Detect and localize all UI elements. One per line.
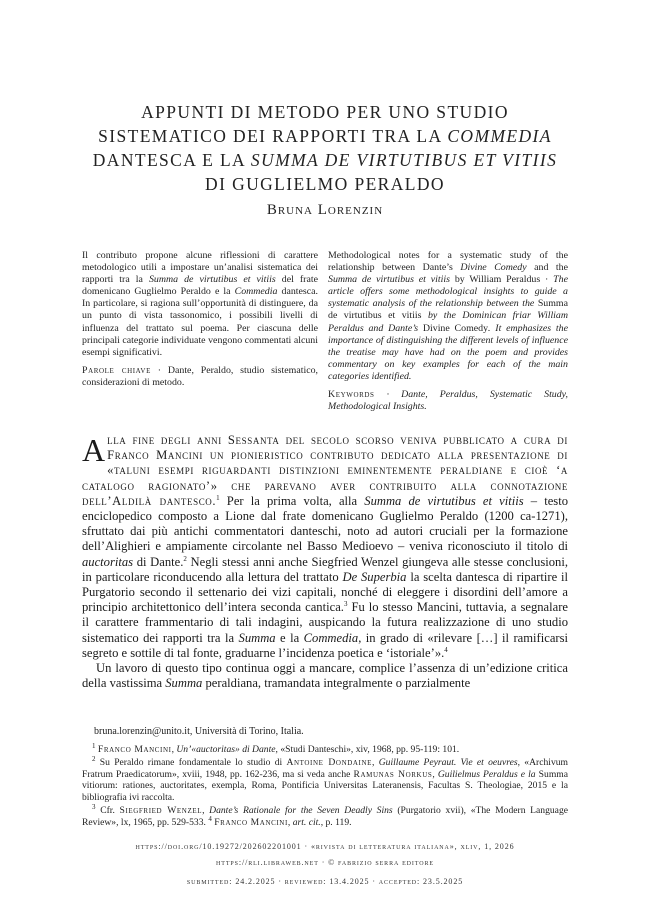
- submission-dates: submitted: 24.2.2025 · reviewed: 13.4.2025 · accepted: 23.5.2025: [186, 877, 464, 886]
- footnote: $^2$ Su Peraldo rimane fondamentale lo studio di Antoine Dondaine, Guillaume Peyraut. Vie et oeuvres, «Archivum Fratrum Praedicatorum», xviii, 1948, pp. 162-236, ma si veda anche Ramunas Norkus, Guilielmus Peraldus e la Summa vitiorum: rationes, auctoritates, exempla, Roma, Pontificia Universitas Lateranensis, Facultas S. Theologiae, 2015 e la bibliografia ivi raccolta.: [82, 754, 569, 803]
- drop-cap: A: [82, 432, 106, 468]
- abstract-english: [328, 250, 568, 413]
- footnote: $^1$ Franco Mancini, Un’«auctoritas» di Dante, «Studi Danteschi», xiv, 1968, pp. 95-119: 101.: [92, 741, 460, 755]
- footnote: $^3$ Cfr. Siegfried Wenzel, Dante’s Rationale for the Seven Deadly Sins (Purgatorio xvii), «The Modern Language Review», lx, 1965, pp. 529-533. $^4$ Franco Mancini, art. cit., p. 119.: [82, 802, 568, 828]
- keywords-english: Keywords · Dante, Peraldus, Systematic Study, Methodological Insights.: [328, 389, 568, 413]
- abstract-text: Il contributo propone alcune riflessioni di carattere metodologico utili a impostare un’analisi sistematica dei rapporti tra la Summa de virtutibus et vitiis del frate domenicano Guglielmo Peraldo e la Commedia dantesca. In particolare, si ragiona sull’opportunità di distinguere, da un punto di vista tassonomico, i possibili livelli di influenza del trattato sul poema. Per ciascuna delle principali categorie individuate vengono commentati alcuni esempi significativi.: [82, 250, 318, 358]
- article-title: [40, 100, 610, 196]
- author-name: Bruna Lorenzin: [266, 202, 384, 218]
- abstract-text: Methodological notes for a systematic study of the relationship between Dante’s Divine Comedy and the Summa de virtutibus et vitiis by William Peraldus · The article offers some methodological insights to guide a systematic analysis of the relationship between the Summa de virtutibus et vitiis by the Dominican friar William Peraldus and Dante’s Divine Comedy. It emphasizes the importance of distinguishing the different levels of influence the treatise may have had on the poem and provides commentary on key examples for each of the main categories identified.: [328, 250, 568, 382]
- body-paragraph: Un lavoro di questo tipo continua oggi a mancare, complice l’assenza di un’edizione critica della vastissima Summa peraldiana, tramandata integralmente o parzialmente: [82, 661, 568, 691]
- doi-link[interactable]: https://doi.org/10.19272/202602201001 · «rivista di letteratura italiana», xliv, 1, 2026: [135, 842, 515, 851]
- footnotes: [82, 741, 569, 830]
- body-paragraph: Alla fine degli anni Sessanta del secolo scorso veniva pubblicato a cura di Franco Mancini un pionieristico contributo dedicato alla presentazione di «taluni esempi riguardanti distinzioni eminentemente peraldiane e cioè ‘a catalogo ragionato’» che parevano aver contribuito alla connotazione dell’Aldilà dantesco.$^1$ Per la prima volta, alla Summa de virtutibus et vitiis – testo enciclopedico composto a Lione dal frate domenicano Guglielmo Peraldo (1200 ca-1271), sfruttato dai più antichi commentatori danteschi, noto ad autori cruciali per la formazione dell’Alighieri e ampiamente circolante nel Basso Medioevo – veniva riconosciuto il titolo di auctoritas di Dante.$^2$ Negli stessi anni anche Siegfried Wenzel giungeva alle stesse conclusioni, in particolare riconducendo alla lettura del trattato De Superbia la scelta dantesca di ripartire il Purgatorio secondo il settenario dei vizi capitali, nonché di eleggere i disordini dell’amore a principio architettonico dell’intera seconda cantica.$^3$ Fu lo stesso Mancini, tuttavia, a segnalare il carattere frammentario di tali indagini, auspicando la futura realizzazione di uno studio sistematico dei rapporti tra la Summa e la Commedia, in grado di «rilevare […] il ramificarsi segreto e sottile di tal fonte, graduarne l’incidenza poetica e ‘istoriale’».$^4$: [82, 432, 568, 660]
- title-line: DANTESCA E LA SUMMA DE VIRTUTIBUS ET VITIIS: [92, 150, 558, 170]
- title-line: DI GUGLIELMO PERALDO: [205, 174, 445, 194]
- article-body: [82, 433, 568, 691]
- title-line: APPUNTI DI METODO PER UNO STUDIO: [141, 102, 509, 122]
- title-line: SISTEMATICO DEI RAPPORTI TRA LA COMMEDIA: [98, 126, 552, 146]
- abstract-italian: [82, 250, 318, 389]
- keywords-italian: Parole chiave · Dante, Peraldo, studio sistematico, considerazioni di metodo.: [82, 364, 318, 388]
- author-affiliation: bruna.lorenzin@unito.it, Università di Torino, Italia.: [94, 726, 304, 737]
- journal-website-link[interactable]: https://rli.libraweb.net · © fabrizio serra editore: [216, 858, 434, 867]
